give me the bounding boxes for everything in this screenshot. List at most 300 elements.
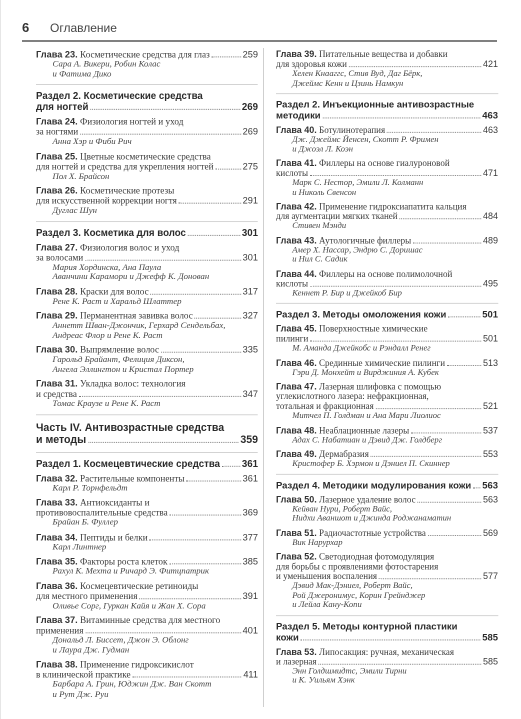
chapter-number: Глава 23. — [36, 50, 78, 61]
toc-chapter-entry — [276, 50, 498, 89]
chapter-title — [36, 660, 258, 680]
chapter-name: кислоты — [276, 279, 309, 289]
chapter-authors: Карл Р. Торнфельдт — [52, 483, 128, 493]
chapter-number: Глава 32. — [36, 473, 78, 484]
toc-chapter-entry — [276, 358, 498, 377]
dot-leader — [322, 118, 480, 119]
toc-chapter-entry — [276, 495, 498, 524]
chapter-title — [36, 152, 258, 172]
chapter-name: в клинической практике — [36, 670, 131, 681]
chapter-title-text — [36, 660, 194, 670]
page-ref: 301 — [241, 227, 258, 239]
chapter-number: Глава 40. — [276, 125, 317, 136]
chapter-title — [36, 581, 258, 601]
toc-section-heading — [36, 458, 258, 469]
chapter-title-text — [276, 212, 398, 222]
dot-leader — [85, 632, 241, 633]
chapter-title-text — [36, 117, 183, 127]
dot-leader — [149, 539, 240, 540]
heading-line: Раздел 4. Методики модулирования кожи — [276, 479, 472, 491]
dot-leader — [448, 316, 480, 317]
page-ref: 377 — [242, 532, 258, 543]
dot-leader — [310, 341, 481, 342]
dot-leader — [195, 318, 241, 319]
chapter-name: Срединные химические пилинги — [319, 358, 446, 369]
dot-leader — [318, 663, 481, 664]
chapter-title-text — [276, 50, 448, 60]
chapter-number: Глава 49. — [276, 449, 317, 460]
chapter-number: Глава 43. — [276, 235, 317, 246]
chapter-title-line — [36, 591, 258, 601]
dot-leader — [349, 66, 481, 67]
toc-chapter-entry — [276, 126, 498, 155]
page-ref: 301 — [242, 252, 258, 263]
chapter-authors: Марк С. Нестор, Эмили Л. Колманн — [292, 178, 424, 188]
chapter-title-text — [276, 657, 317, 667]
chapter-name: Физиология ногтей и уход — [80, 117, 184, 128]
dot-leader — [301, 639, 481, 640]
chapter-title-line — [276, 269, 498, 279]
chapter-number: Глава 45. — [276, 324, 317, 335]
chapter-title-line — [36, 508, 258, 518]
toc-chapter-entry — [276, 552, 498, 610]
page-ref: 489 — [482, 235, 498, 246]
page-ref: 369 — [242, 508, 258, 519]
chapter-title — [36, 287, 258, 297]
toc-chapter-entry — [36, 345, 258, 374]
chapter-title-text — [276, 552, 434, 562]
toc-chapter-entry — [36, 474, 258, 494]
chapter-title-text — [36, 498, 149, 508]
chapter-name: за волосами — [36, 252, 84, 263]
chapter-title-text — [36, 253, 83, 263]
chapter-title-line — [276, 528, 498, 538]
page-ref: 359 — [240, 434, 258, 446]
page-ref: 463 — [482, 110, 498, 122]
chapter-number: Глава 46. — [276, 358, 317, 369]
heading-leader-line — [276, 480, 498, 491]
chapter-title-line — [36, 557, 258, 567]
chapter-authors: Брайан Б. Фуллер — [52, 518, 119, 528]
chapter-title — [276, 202, 498, 222]
chapter-title-text — [276, 647, 454, 657]
chapter-title — [36, 474, 258, 484]
chapter-authors: и Лаура Дж. Гудман — [52, 645, 130, 655]
chapter-title-line — [276, 402, 498, 412]
toc-chapter-entry — [276, 202, 498, 231]
dot-leader — [399, 218, 481, 219]
dot-leader — [132, 677, 241, 678]
chapter-name: Косметические протезы — [80, 186, 175, 197]
dot-leader — [376, 408, 482, 409]
chapter-title-line — [276, 647, 498, 657]
dot-leader — [139, 598, 241, 599]
chapter-name: противовоспалительные средства — [36, 508, 168, 519]
chapter-authors: Кристофер Б. Хэрмон и Дэниел П. Скиннер — [292, 459, 450, 469]
chapter-title-text — [276, 334, 308, 344]
chapter-name: тотальная и фракционная — [276, 401, 374, 412]
chapter-title-text — [36, 508, 168, 518]
chapter-name: Светодиодная фотомодуляция — [319, 552, 435, 563]
chapter-name: кислоты — [276, 168, 309, 179]
chapter-title-text — [36, 311, 193, 321]
page-ref: 484 — [482, 212, 498, 222]
page-ref: 553 — [482, 449, 498, 460]
chapter-title-line — [276, 236, 498, 246]
toc-chapter-entry — [276, 528, 498, 547]
chapter-title — [276, 159, 498, 179]
chapter-authors: Кейван Нури, Роберт Вайс, — [292, 504, 393, 514]
chapter-title-line — [276, 392, 498, 402]
dot-leader — [371, 456, 481, 457]
chapter-title — [36, 379, 258, 399]
chapter-title-line — [276, 169, 498, 179]
chapter-name: Витаминные средства для местного — [80, 615, 221, 626]
chapter-title-line — [276, 279, 498, 289]
chapter-title-line — [276, 382, 498, 392]
chapter-authors: Дональд Л. Биссет, Джон Э. Облонг — [52, 636, 189, 646]
chapter-name: Филлеры на основе полимолочной — [319, 269, 453, 280]
chapter-title-text — [36, 616, 220, 626]
dot-leader — [473, 487, 480, 488]
chapter-title-line — [36, 117, 258, 127]
chapter-authors: Адах С. Набатиан и Дэвид Дж. Голдберг — [292, 435, 443, 445]
chapter-name: Лазерная шлифовка с помощью — [319, 382, 442, 392]
chapter-title — [36, 50, 258, 60]
toc-chapter-entry — [36, 152, 258, 182]
chapter-title-line — [36, 660, 258, 670]
section-divider — [276, 303, 498, 304]
chapter-name: для ногтей и средства для укрепления ногтей — [36, 161, 214, 172]
chapter-name: пилинги — [276, 334, 309, 345]
chapter-title — [276, 426, 498, 436]
page-ref: 471 — [482, 168, 498, 179]
chapter-title-line — [36, 670, 258, 680]
dot-leader — [151, 293, 241, 294]
chapter-authors: Дуглас Шун — [52, 206, 97, 216]
chapter-title — [276, 358, 498, 368]
chapter-title — [276, 528, 498, 538]
chapter-title — [36, 498, 258, 518]
page-ref: 585 — [482, 631, 498, 643]
chapter-authors: Аванчини Карамори и Джефф К. Донован — [52, 272, 210, 282]
section-divider — [276, 615, 498, 616]
chapter-title-line — [36, 498, 258, 508]
page-ref: 317 — [242, 286, 258, 298]
chapter-title-line — [36, 533, 258, 543]
dot-leader — [310, 285, 481, 286]
chapter-title — [276, 126, 498, 136]
chapter-title-text — [36, 162, 214, 172]
chapter-title-text — [276, 392, 429, 402]
header-divider — [22, 40, 497, 42]
section-divider — [36, 414, 258, 415]
chapter-authors: М. Аманда Джейкобс и Рэндалл Ренег — [292, 344, 431, 354]
chapter-title-text — [276, 269, 452, 279]
chapter-title — [276, 50, 498, 70]
chapter-number: Глава 30. — [36, 345, 78, 356]
heading-line: Раздел 2. Косметические средства — [36, 90, 203, 102]
toc-section-heading — [276, 621, 498, 643]
chapter-title — [36, 117, 258, 137]
chapter-name: Выпрямление волос — [80, 345, 160, 356]
heading-line: методики — [276, 110, 321, 122]
chapter-name: для здоровья кожи — [276, 59, 347, 70]
chapter-number: Глава 47. — [276, 382, 317, 392]
heading-line: Раздел 2. Инъекционные антивозрастные — [276, 99, 475, 111]
chapter-authors: Джеймс Кенн и Цзинь Намкун — [292, 79, 404, 89]
chapter-number: Глава 24. — [36, 117, 78, 128]
dot-leader — [417, 501, 481, 502]
chapter-title — [276, 647, 498, 667]
chapter-title-text — [276, 159, 450, 169]
chapter-name: Перманентная завивка волос — [80, 311, 193, 322]
toc-chapter-entry — [36, 379, 258, 409]
heading-line: Раздел 3. Методы омоложения кожи — [276, 309, 447, 320]
chapter-title-line — [36, 127, 258, 137]
section-divider — [36, 452, 258, 453]
section-divider — [36, 84, 258, 85]
chapter-title-line — [276, 572, 498, 582]
toc-chapter-entry — [276, 647, 498, 686]
chapter-title-line — [36, 196, 258, 206]
chapter-title-text — [276, 402, 374, 412]
heading-line: Раздел 3. Косметика для волос — [36, 227, 186, 239]
dot-leader — [411, 432, 481, 433]
page-ref: 421 — [482, 59, 498, 70]
heading-line: Раздел 1. Космецевтические средства — [36, 458, 221, 470]
chapter-number: Глава 35. — [36, 556, 78, 568]
chapter-number: Глава 44. — [276, 269, 317, 280]
page-ref: 585 — [482, 657, 498, 667]
chapter-title-text — [36, 243, 179, 253]
chapter-title-line — [36, 626, 258, 636]
chapter-name: Растительные компоненты — [80, 473, 185, 484]
chapter-name: Факторы роста клеток — [80, 556, 168, 568]
page-ref: 391 — [242, 591, 258, 602]
dot-leader — [88, 441, 239, 442]
chapter-authors: Вик Нарурхар — [292, 538, 343, 548]
page-ref: 563 — [482, 495, 498, 505]
column-divider — [263, 48, 264, 707]
chapter-authors: Энн Голдшмидтс, Эмили Тирни — [292, 666, 407, 676]
chapter-title-text — [36, 557, 167, 567]
chapter-title-text — [36, 389, 77, 399]
toc-chapter-entry — [276, 426, 498, 445]
page-ref: 411 — [243, 670, 258, 681]
page-ref: 361 — [242, 473, 258, 484]
chapter-authors: Амер Х. Нассар, Эндрю С. Доришас — [292, 245, 423, 255]
chapter-title-text — [36, 591, 137, 601]
page-ref: 537 — [482, 425, 498, 436]
page-ref: 259 — [242, 50, 258, 61]
page-ref: 569 — [482, 528, 498, 539]
toc-chapter-entry — [36, 117, 258, 147]
chapter-number: Глава 50. — [276, 495, 317, 505]
chapter-name: для аугментации мягких тканей — [276, 212, 398, 222]
toc-chapter-entry — [36, 311, 258, 340]
chapter-authors: Барбара А. Грин, Юджин Дж. Ван Скотт — [52, 680, 212, 690]
chapter-title — [276, 269, 498, 289]
chapter-authors: Стивен Мэнди — [292, 221, 347, 231]
chapter-authors: Рахул К. Мехта и Ричард Э. Фитцпатрик — [52, 567, 210, 577]
chapter-title-line — [276, 450, 498, 460]
dot-leader — [222, 465, 240, 466]
dot-leader — [170, 515, 241, 516]
chapter-number: Глава 41. — [276, 158, 317, 169]
chapter-title-line — [36, 616, 258, 626]
chapter-name: Питательные вещества и добавки — [319, 50, 448, 60]
dot-leader — [188, 234, 240, 235]
chapter-title — [36, 557, 258, 567]
chapter-title-text — [276, 450, 369, 460]
chapter-title-text — [276, 358, 445, 368]
heading-line: для ногтей — [36, 101, 89, 113]
chapter-authors: Андреас Флор и Рене К. Раст — [52, 331, 163, 341]
toc-section-heading — [36, 227, 258, 238]
chapter-title-text — [276, 126, 385, 136]
chapter-name: для искусственной коррекции ногтя — [36, 196, 177, 207]
dot-leader — [447, 365, 481, 366]
chapter-title — [276, 325, 498, 345]
chapter-name: Применение гидроксикислот — [80, 659, 194, 671]
chapter-authors: и Нил С. Садик — [292, 255, 348, 265]
toc-part-heading — [36, 422, 258, 446]
chapter-name: Применение гидроксиапатита кальция — [319, 202, 467, 212]
chapter-title-line — [36, 474, 258, 484]
chapter-name: Физиология волос и уход — [80, 242, 180, 253]
page-ref: 327 — [242, 311, 258, 322]
chapter-authors: и Лейла Кану-Копи — [292, 600, 362, 610]
chapter-title-text — [276, 382, 441, 392]
page-ref: 291 — [242, 196, 258, 207]
chapter-authors: Дэвид Мак-Дэниел, Роберт Вайс, — [292, 581, 413, 591]
toc-chapter-entry — [276, 325, 498, 354]
chapter-title-text — [36, 127, 78, 137]
chapter-title-text — [276, 60, 347, 70]
chapter-title-line — [36, 186, 258, 196]
toc-chapter-entry — [36, 498, 258, 528]
chapter-title-text — [36, 626, 83, 636]
chapter-authors: Нидхи Аваншот и Джинда Роджанаматин — [292, 514, 452, 524]
chapter-title-line — [276, 325, 498, 335]
dot-leader — [79, 396, 241, 397]
chapter-number: Глава 37. — [36, 615, 78, 626]
dot-leader — [186, 480, 240, 481]
chapter-authors: Пол Х. Брайсон — [52, 171, 110, 182]
toc-chapter-entry — [36, 533, 258, 553]
chapter-authors: Анна Хэр и Фиби Рич — [52, 137, 132, 147]
heading-leader-line — [276, 309, 498, 320]
chapter-title — [276, 450, 498, 460]
dot-leader — [387, 132, 481, 133]
chapter-title-text — [276, 495, 416, 505]
chapter-name: Пептиды и белки — [80, 532, 148, 543]
chapter-authors: Аннетт Шван-Джончик, Герхард Сендельбах, — [52, 321, 226, 331]
chapter-name: Цветные косметические средства — [80, 151, 211, 162]
section-divider — [276, 473, 498, 474]
chapter-title — [36, 311, 258, 321]
chapter-authors: Митчел П. Голдман и Ана Мари Лиолиос — [292, 411, 441, 421]
dot-leader — [80, 134, 241, 135]
chapter-number: Глава 48. — [276, 425, 317, 436]
chapter-authors: и Рут Дж. Руи — [52, 689, 109, 700]
chapter-title-line — [276, 495, 498, 505]
section-divider — [36, 221, 258, 222]
chapter-name: Краски для волос — [80, 286, 149, 298]
chapter-authors: Карл Линтнер — [52, 542, 107, 552]
chapter-number: Глава 31. — [36, 379, 78, 390]
chapter-title-text — [36, 186, 174, 196]
chapter-title-text — [36, 345, 159, 355]
chapter-title-line — [36, 389, 258, 399]
chapter-name: применения — [36, 625, 84, 637]
chapter-number: Глава 27. — [36, 242, 78, 253]
chapter-name: Аутологичные филлеры — [319, 235, 412, 246]
chapter-title-line — [276, 562, 498, 572]
chapter-name: Косметические средства для глаз — [80, 50, 210, 61]
dot-leader — [379, 578, 481, 579]
toc-right-column — [276, 50, 498, 690]
toc-chapter-entry — [276, 269, 498, 298]
chapter-title-text — [36, 474, 185, 484]
chapter-number: Глава 39. — [276, 50, 317, 60]
chapter-title-text — [36, 581, 198, 591]
chapter-title-text — [276, 562, 438, 572]
heading-line: Часть IV. Антивозрастные средства — [36, 422, 225, 434]
chapter-name: Укладка волос: технология — [80, 379, 186, 390]
chapter-name: Космецевтические ретиноиды — [80, 581, 199, 592]
chapter-title — [276, 236, 498, 246]
chapter-authors: Гарольд Брайант, Фелиция Диксон, — [52, 355, 185, 365]
heading-leader-line — [276, 632, 498, 643]
chapter-name: Лазерное удаление волос — [319, 495, 416, 505]
chapter-name: Ботулинотерапия — [319, 125, 386, 136]
dot-leader — [169, 563, 241, 564]
toc-chapter-entry — [276, 236, 498, 265]
chapter-authors: и Николь Свенсон — [292, 188, 357, 198]
chapter-title-text — [276, 426, 409, 436]
chapter-authors: Рене К. Раст и Харальд Шлаттер — [52, 297, 182, 307]
toc-section-heading — [276, 480, 498, 491]
chapter-title — [276, 382, 498, 412]
dot-leader — [212, 56, 241, 57]
page-ref: 361 — [241, 458, 258, 470]
toc-chapter-entry — [36, 186, 258, 216]
page-ref: 513 — [482, 358, 498, 369]
chapter-title — [36, 243, 258, 263]
toc-chapter-entry — [36, 557, 258, 577]
chapter-title-line — [276, 657, 498, 667]
chapter-title-line — [276, 212, 498, 222]
chapter-authors: Томас Краузе и Рене К. Раст — [52, 399, 161, 409]
chapter-title-text — [276, 572, 377, 582]
chapter-number: Глава 42. — [276, 202, 317, 212]
dot-leader — [428, 535, 481, 536]
chapter-name: Радиочастотные устройства — [319, 528, 426, 539]
heading-leader-line — [36, 434, 258, 446]
page-ref: 577 — [482, 572, 498, 582]
chapter-title — [276, 495, 498, 505]
chapter-name: Антиоксиданты и — [80, 498, 150, 509]
chapter-title-line — [276, 126, 498, 136]
chapter-title-text — [36, 152, 211, 162]
chapter-title-text — [36, 196, 177, 206]
page-ref: 335 — [242, 345, 258, 356]
chapter-title-text — [276, 169, 308, 179]
chapter-number: Глава 28. — [36, 286, 78, 298]
chapter-title-line — [36, 253, 258, 263]
